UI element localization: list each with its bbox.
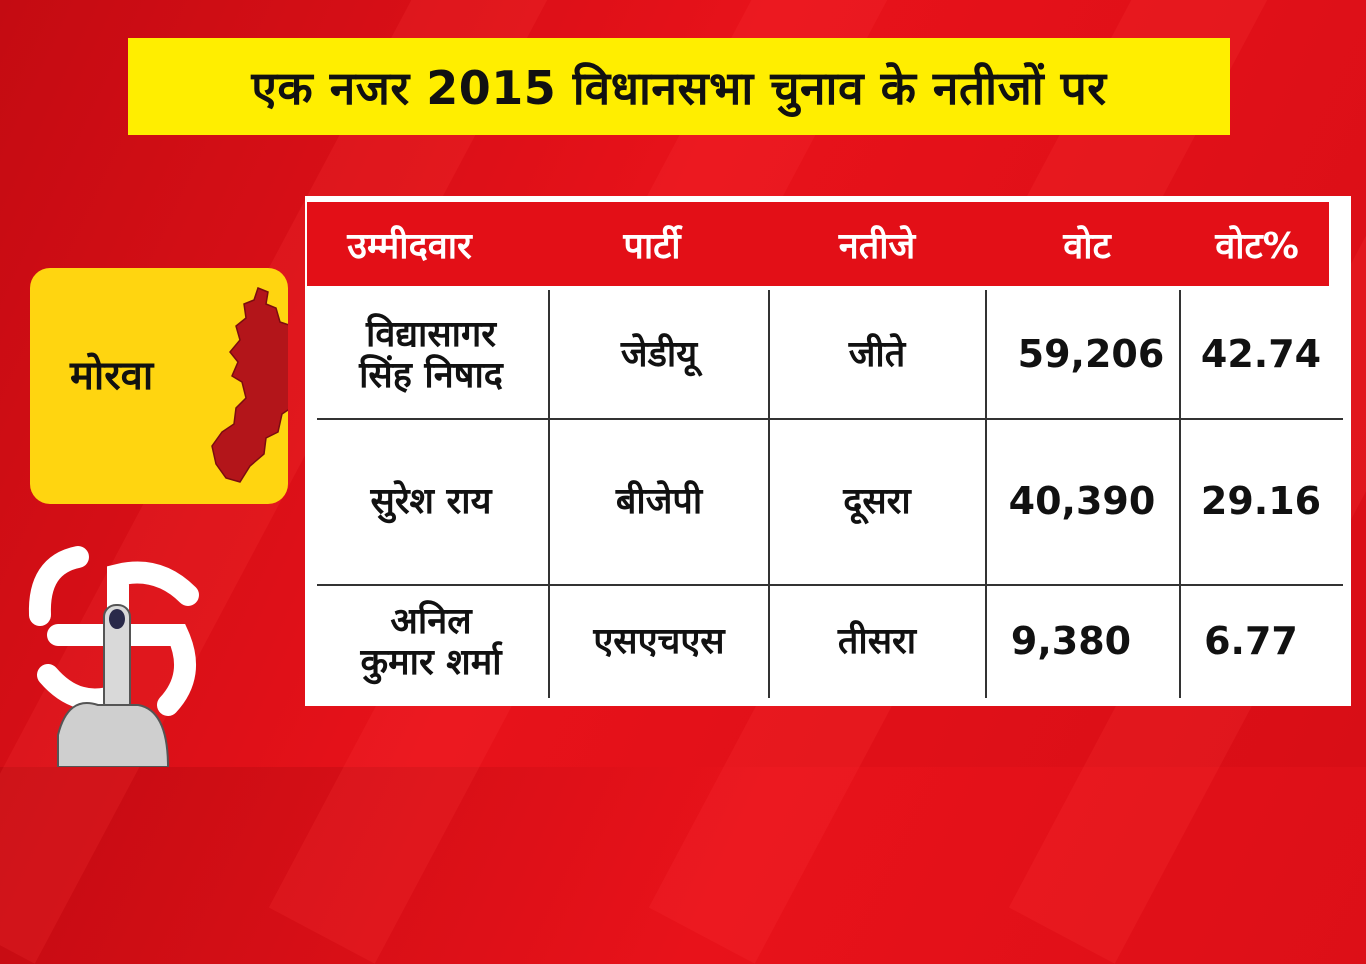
election-ink-finger-icon — [18, 535, 218, 767]
table-row-3-vote-percent: 6.77 — [1204, 619, 1298, 664]
table-row-3-result: तीसरा — [837, 621, 917, 663]
header-votes: वोट — [1063, 225, 1111, 267]
title-banner — [128, 38, 1230, 135]
table-row-1-candidate — [317, 292, 545, 418]
page-title: एक नजर 2015 विधानसभा चुनाव के नतीजों पर — [251, 60, 1107, 115]
constituency-map-icon — [206, 282, 288, 492]
table-row-2-vote-percent: 29.16 — [1200, 479, 1322, 524]
table-row-3-candidate — [317, 586, 545, 698]
table-row-2-party: बीजेपी — [615, 481, 703, 523]
table-row-2-result: दूसरा — [843, 481, 911, 523]
candidate-name-line: सिंह निषाद — [359, 355, 503, 396]
header-candidate: उम्मीदवार — [347, 225, 472, 267]
candidate-name-line: विद्यासागर — [366, 313, 496, 355]
table-header — [307, 202, 1329, 286]
candidate-name-line: कुमार शर्मा — [360, 642, 502, 683]
table-row-2-votes: 40,390 — [1008, 479, 1156, 524]
table-row-3-party: एसएचएस — [593, 621, 725, 663]
header-vote-percent: वोट% — [1215, 225, 1299, 267]
constituency-card — [30, 268, 288, 504]
table-row-1-result: जीते — [848, 334, 906, 376]
results-table — [305, 196, 1351, 706]
header-party: पार्टी — [623, 225, 681, 267]
table-row-2-candidate: सुरेश राय — [370, 481, 492, 523]
table-row-3-votes: 9,380 — [1010, 619, 1132, 664]
candidate-name-line: अनिल — [390, 600, 472, 642]
constituency-name: मोरवा — [70, 353, 154, 399]
table-row-1-party: जेडीयू — [620, 334, 698, 376]
header-result: नतीजे — [838, 225, 916, 267]
table-row-1-vote-percent: 42.74 — [1200, 332, 1322, 377]
table-row-1-votes: 59,206 — [1017, 332, 1165, 377]
